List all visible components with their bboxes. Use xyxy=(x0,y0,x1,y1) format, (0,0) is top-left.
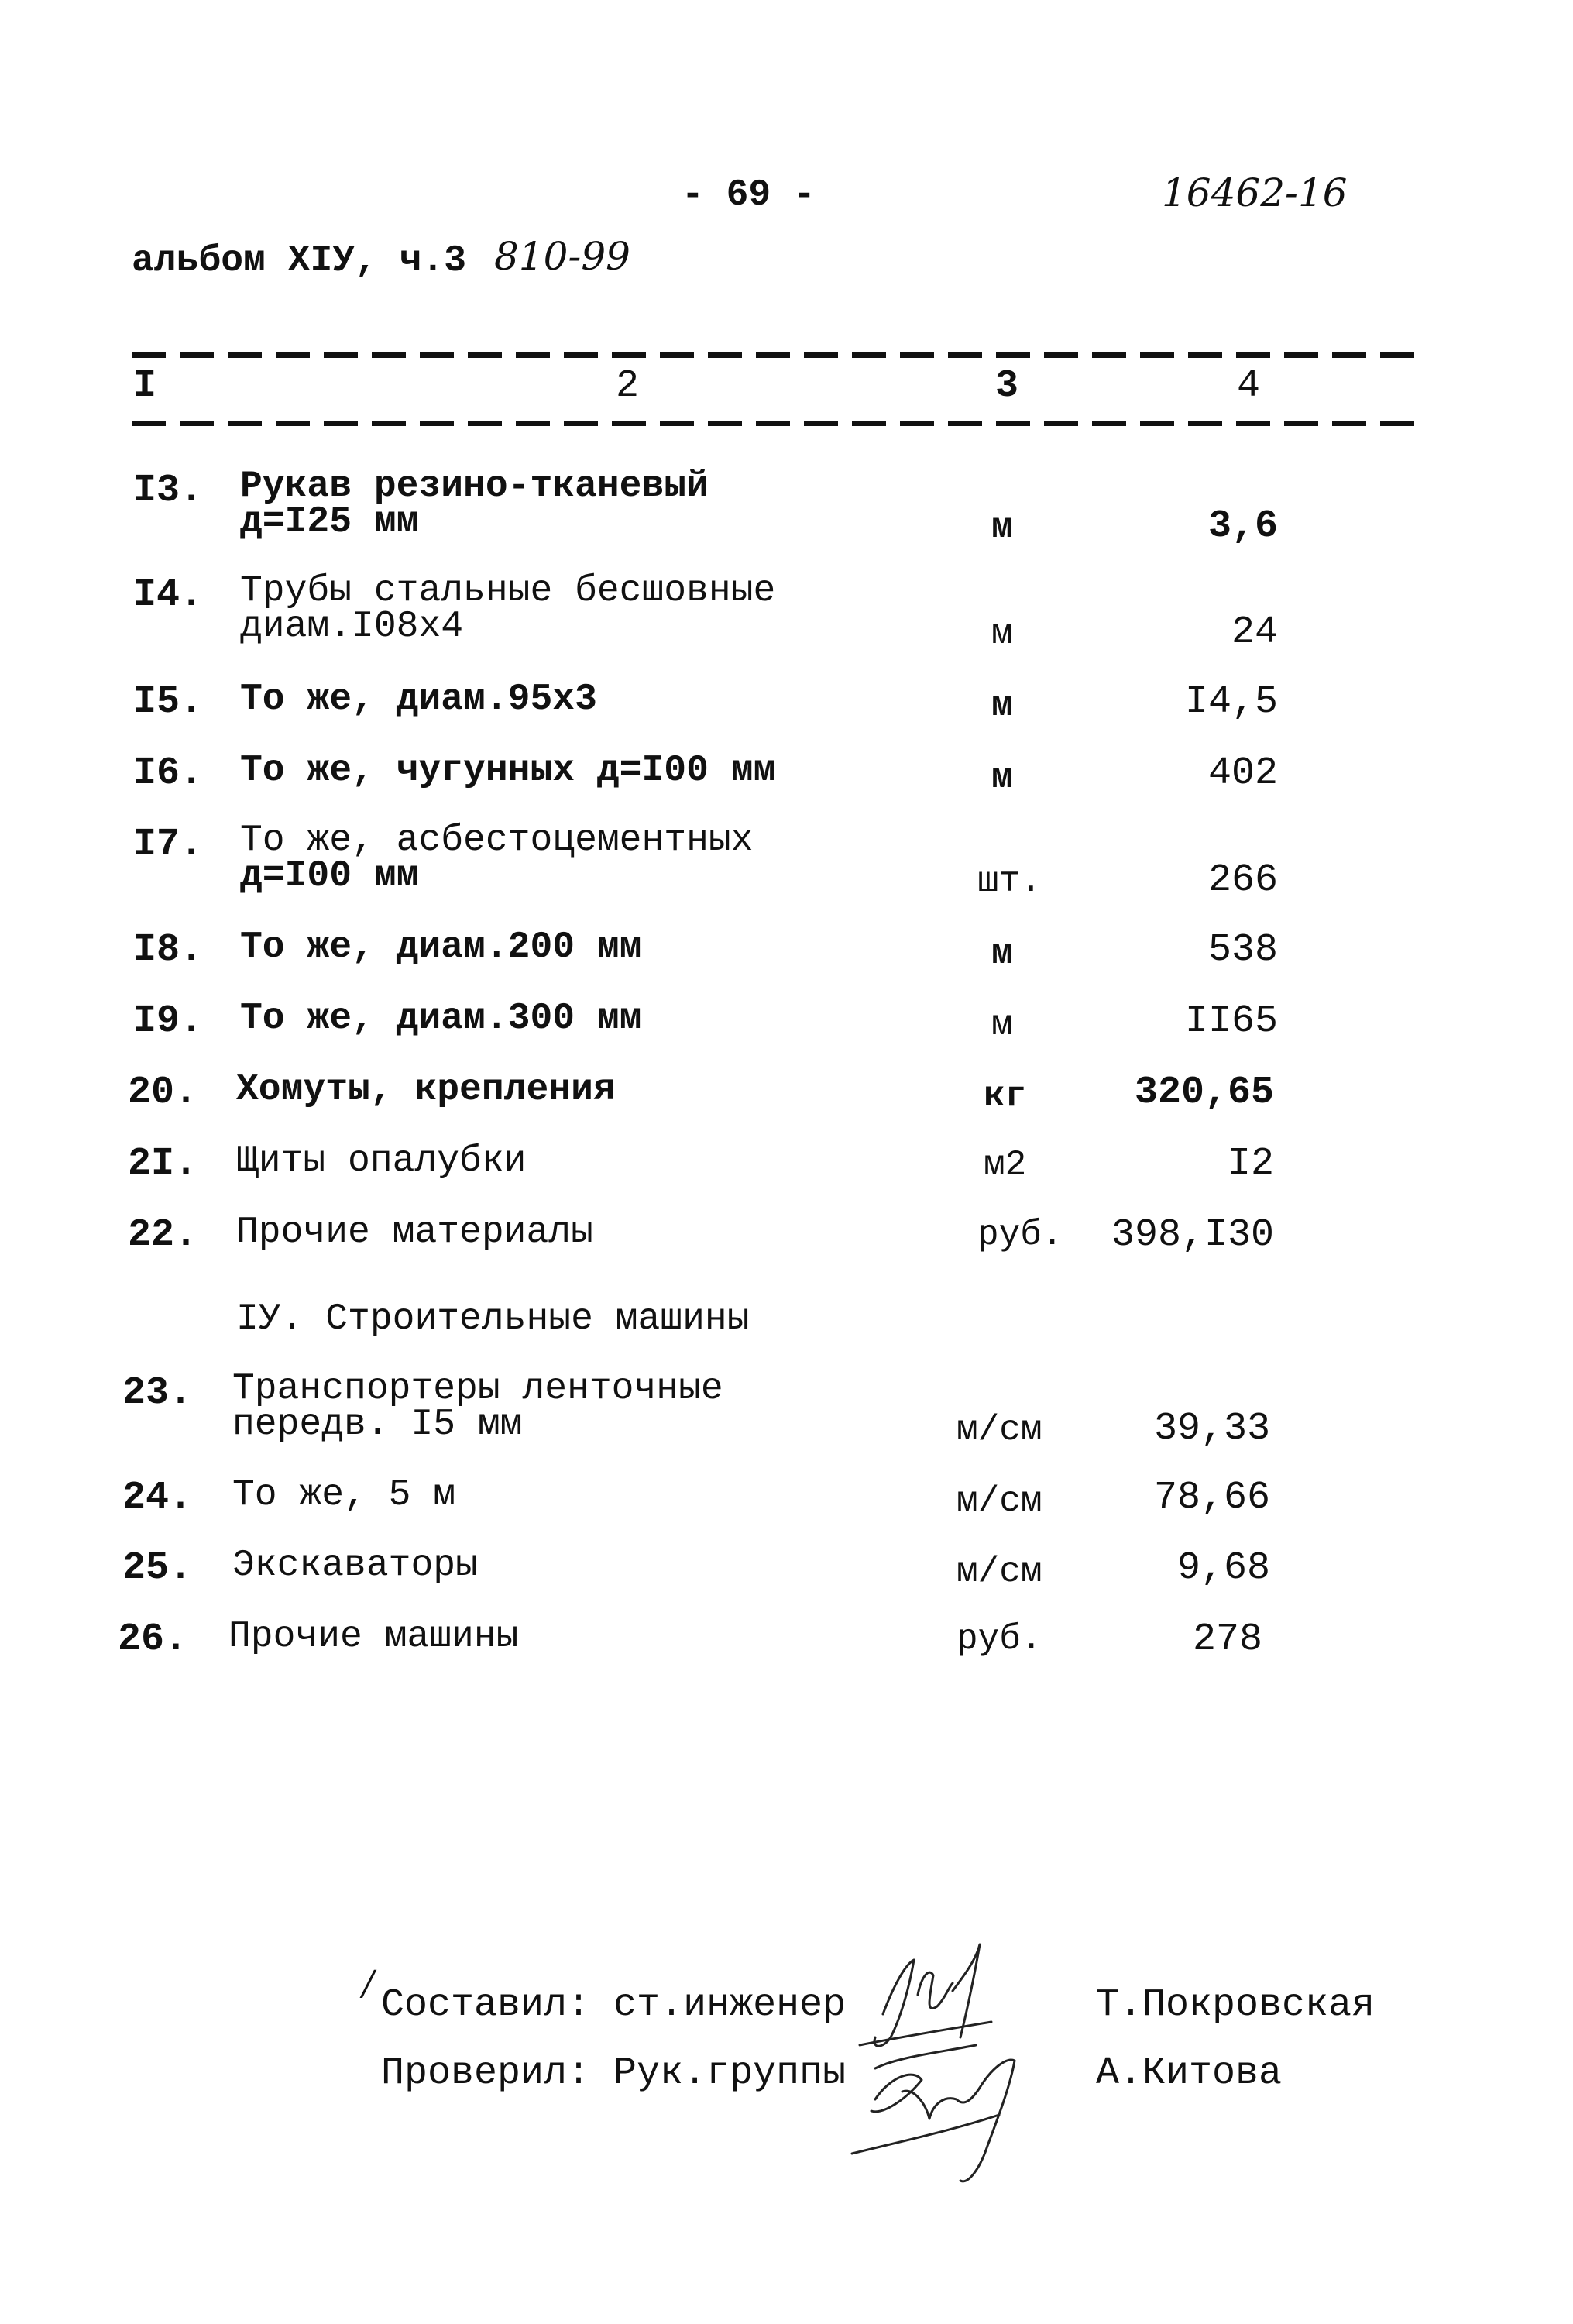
col-header-2: 2 xyxy=(616,364,640,408)
row-number: I8. xyxy=(133,928,204,972)
row-unit: шт. xyxy=(977,861,1042,902)
row-number: I3. xyxy=(133,469,204,513)
row-name: То же, диам.95х3 xyxy=(240,679,597,720)
row-value: 278 xyxy=(1192,1618,1262,1662)
row-value: 320,65 xyxy=(1134,1071,1274,1115)
row-unit: руб. xyxy=(977,1215,1063,1255)
row-name-line1: Рукав резино-тканевый xyxy=(240,466,709,507)
row-number: 23. xyxy=(122,1371,193,1415)
row-unit: м xyxy=(991,614,1013,654)
row-name-line2: диам.I08х4 xyxy=(240,606,464,648)
row-value: 538 xyxy=(1207,928,1278,972)
row-name-line1: Трубы стальные бесшовные xyxy=(240,570,776,612)
row-unit: м xyxy=(991,933,1013,974)
col-header-4: 4 xyxy=(1237,364,1261,408)
row-name-line1: Транспортеры ленточные xyxy=(232,1368,723,1410)
row-number: I6. xyxy=(133,751,204,796)
row-name: То же, диам.200 мм xyxy=(240,927,642,968)
row-unit: м/см xyxy=(957,1481,1042,1521)
album-label: альбом ХІУ, ч.3 xyxy=(132,240,467,282)
row-value: 9,68 xyxy=(1176,1546,1270,1590)
row-name-line2: д=I25 мм xyxy=(240,501,419,543)
row-name: То же, 5 м xyxy=(232,1474,456,1516)
checked-by-name: А.Китова xyxy=(1096,2051,1283,2095)
row-number: 25. xyxy=(122,1546,193,1590)
row-number: 26. xyxy=(118,1618,188,1662)
row-value: 39,33 xyxy=(1153,1407,1270,1451)
tick-mark: / xyxy=(362,1964,374,2003)
album-handwritten-number: 810-99 xyxy=(494,234,630,279)
row-number: 24. xyxy=(122,1476,193,1520)
handwritten-signatures xyxy=(829,1921,1077,2216)
row-unit: руб. xyxy=(957,1619,1042,1659)
row-number: I4. xyxy=(133,573,204,617)
col-header-1: I xyxy=(133,364,157,408)
row-value: 3,6 xyxy=(1207,504,1278,548)
row-value: I2 xyxy=(1227,1142,1274,1186)
row-name: То же, чугунных д=I00 мм xyxy=(240,750,776,792)
row-name-line2: передв. I5 мм xyxy=(232,1404,523,1446)
row-number: I9. xyxy=(133,999,204,1043)
row-value: 78,66 xyxy=(1153,1476,1270,1520)
header-top-dashed-rule xyxy=(132,352,1421,358)
checked-by-label: Проверил: Рук.группы xyxy=(381,2051,847,2095)
row-name-line2: д=I00 мм xyxy=(240,855,419,897)
row-number: 22. xyxy=(128,1213,198,1257)
row-unit: м xyxy=(991,1005,1013,1045)
row-name: Хомуты, крепления xyxy=(236,1069,616,1111)
row-value: II65 xyxy=(1184,999,1278,1043)
row-name-line1: То же, асбестоцементных xyxy=(240,820,754,861)
row-value: 24 xyxy=(1231,610,1278,655)
col-header-3: 3 xyxy=(995,364,1019,408)
row-unit: м xyxy=(991,686,1013,726)
row-unit: кг xyxy=(984,1076,1027,1116)
row-name: Экскаваторы xyxy=(232,1545,478,1587)
row-name: Щиты опалубки xyxy=(236,1140,527,1182)
row-value: 398,I30 xyxy=(1111,1213,1274,1257)
row-value: 402 xyxy=(1207,751,1278,796)
row-value: I4,5 xyxy=(1184,680,1278,724)
row-number: I5. xyxy=(133,680,204,724)
page-number: - 69 - xyxy=(682,174,816,216)
row-name: То же, диам.300 мм xyxy=(240,998,642,1040)
row-unit: м xyxy=(991,758,1013,798)
document-code: 16462-16 xyxy=(1162,170,1348,215)
row-name: Прочие машины xyxy=(228,1616,519,1658)
compiled-by-label: Составил: ст.инженер xyxy=(381,1983,847,2027)
row-unit: м/см xyxy=(957,1410,1042,1450)
section-title: IУ. Строительные машины xyxy=(236,1298,750,1340)
row-number: 2I. xyxy=(128,1142,198,1186)
header-bottom-dashed-rule xyxy=(132,421,1421,426)
row-unit: м xyxy=(991,507,1013,548)
row-number: I7. xyxy=(133,823,204,867)
row-name: Прочие материалы xyxy=(236,1212,593,1253)
row-unit: м/см xyxy=(957,1552,1042,1592)
row-value: 266 xyxy=(1207,858,1278,902)
row-number: 20. xyxy=(128,1071,198,1115)
compiled-by-name: Т.Покровская xyxy=(1096,1983,1376,2027)
row-unit: м2 xyxy=(984,1145,1027,1185)
